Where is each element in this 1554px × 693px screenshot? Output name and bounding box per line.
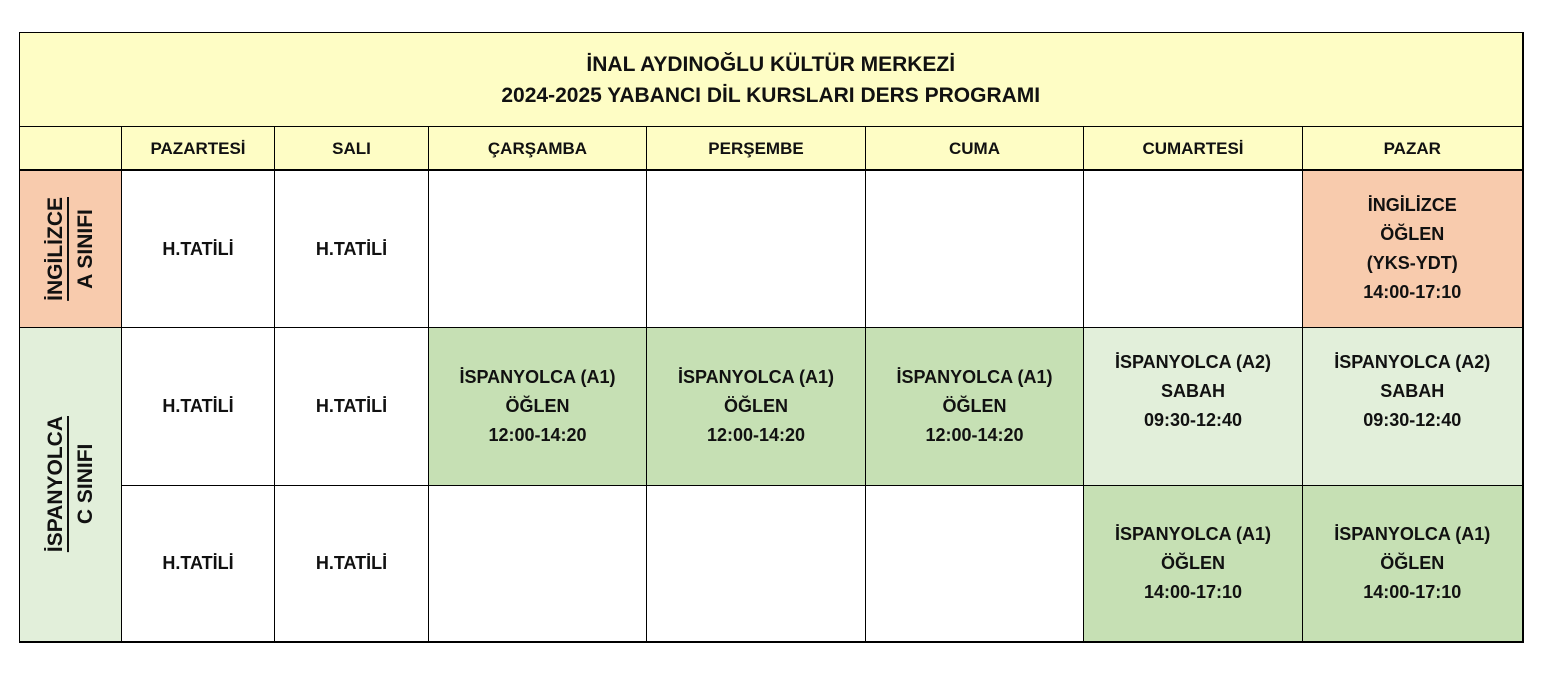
class-section: C SINIFI	[73, 444, 97, 525]
schedule-cell-empty	[429, 170, 647, 328]
schedule-cell-empty	[429, 486, 647, 643]
day-header-row	[20, 127, 1523, 171]
title-row	[20, 33, 1523, 127]
corner-cell	[20, 127, 122, 171]
class-label-english	[20, 170, 122, 328]
day-header-sunday: PAZAR	[1303, 127, 1523, 171]
schedule-cell-empty	[866, 170, 1084, 328]
schedule-cell: İSPANYOLCA (A2) SABAH 09:30-12:40	[1303, 328, 1523, 486]
schedule-cell: İSPANYOLCA (A1) ÖĞLEN 14:00-17:10	[1084, 486, 1303, 643]
schedule-cell: İSPANYOLCA (A1) ÖĞLEN 12:00-14:20	[647, 328, 866, 486]
schedule-cell: H.TATİLİ	[122, 486, 275, 643]
day-header-monday: PAZARTESİ	[122, 127, 275, 171]
class-name: İSPANYOLCA	[43, 416, 67, 553]
schedule-cell: İSPANYOLCA (A1) ÖĞLEN 12:00-14:20	[429, 328, 647, 486]
schedule-cell-empty	[866, 486, 1084, 643]
table-row	[20, 328, 1523, 486]
page-title	[20, 33, 1523, 127]
schedule-cell: İNGİLİZCE ÖĞLEN (YKS-YDT) 14:00-17:10	[1303, 170, 1523, 328]
schedule-cell: H.TATİLİ	[275, 328, 429, 486]
table-row	[20, 170, 1523, 328]
class-label-spanish	[20, 328, 122, 643]
table-row	[20, 486, 1523, 643]
title-line-2: 2024-2025 YABANCI DİL KURSLARI DERS PROGRAMI	[501, 83, 1041, 107]
day-header-wednesday: ÇARŞAMBA	[429, 127, 647, 171]
schedule-cell: H.TATİLİ	[122, 170, 275, 328]
day-header-friday: CUMA	[866, 127, 1084, 171]
schedule-cell: İSPANYOLCA (A1) ÖĞLEN 14:00-17:10	[1303, 486, 1523, 643]
schedule-cell: H.TATİLİ	[122, 328, 275, 486]
schedule-cell: H.TATİLİ	[275, 486, 429, 643]
schedule-cell-empty	[1084, 170, 1303, 328]
class-section: A SINIFI	[73, 209, 97, 289]
schedule-table	[19, 32, 1524, 643]
schedule-cell-empty	[647, 170, 866, 328]
schedule-cell: İSPANYOLCA (A1) ÖĞLEN 12:00-14:20	[866, 328, 1084, 486]
class-name: İNGİLİZCE	[43, 197, 67, 301]
day-header-saturday: CUMARTESİ	[1084, 127, 1303, 171]
schedule-cell: İSPANYOLCA (A2) SABAH 09:30-12:40	[1084, 328, 1303, 486]
day-header-thursday: PERŞEMBE	[647, 127, 866, 171]
schedule-cell: H.TATİLİ	[275, 170, 429, 328]
schedule-cell-empty	[647, 486, 866, 643]
day-header-tuesday: SALI	[275, 127, 429, 171]
title-line-1: İNAL AYDINOĞLU KÜLTÜR MERKEZİ	[586, 52, 956, 76]
